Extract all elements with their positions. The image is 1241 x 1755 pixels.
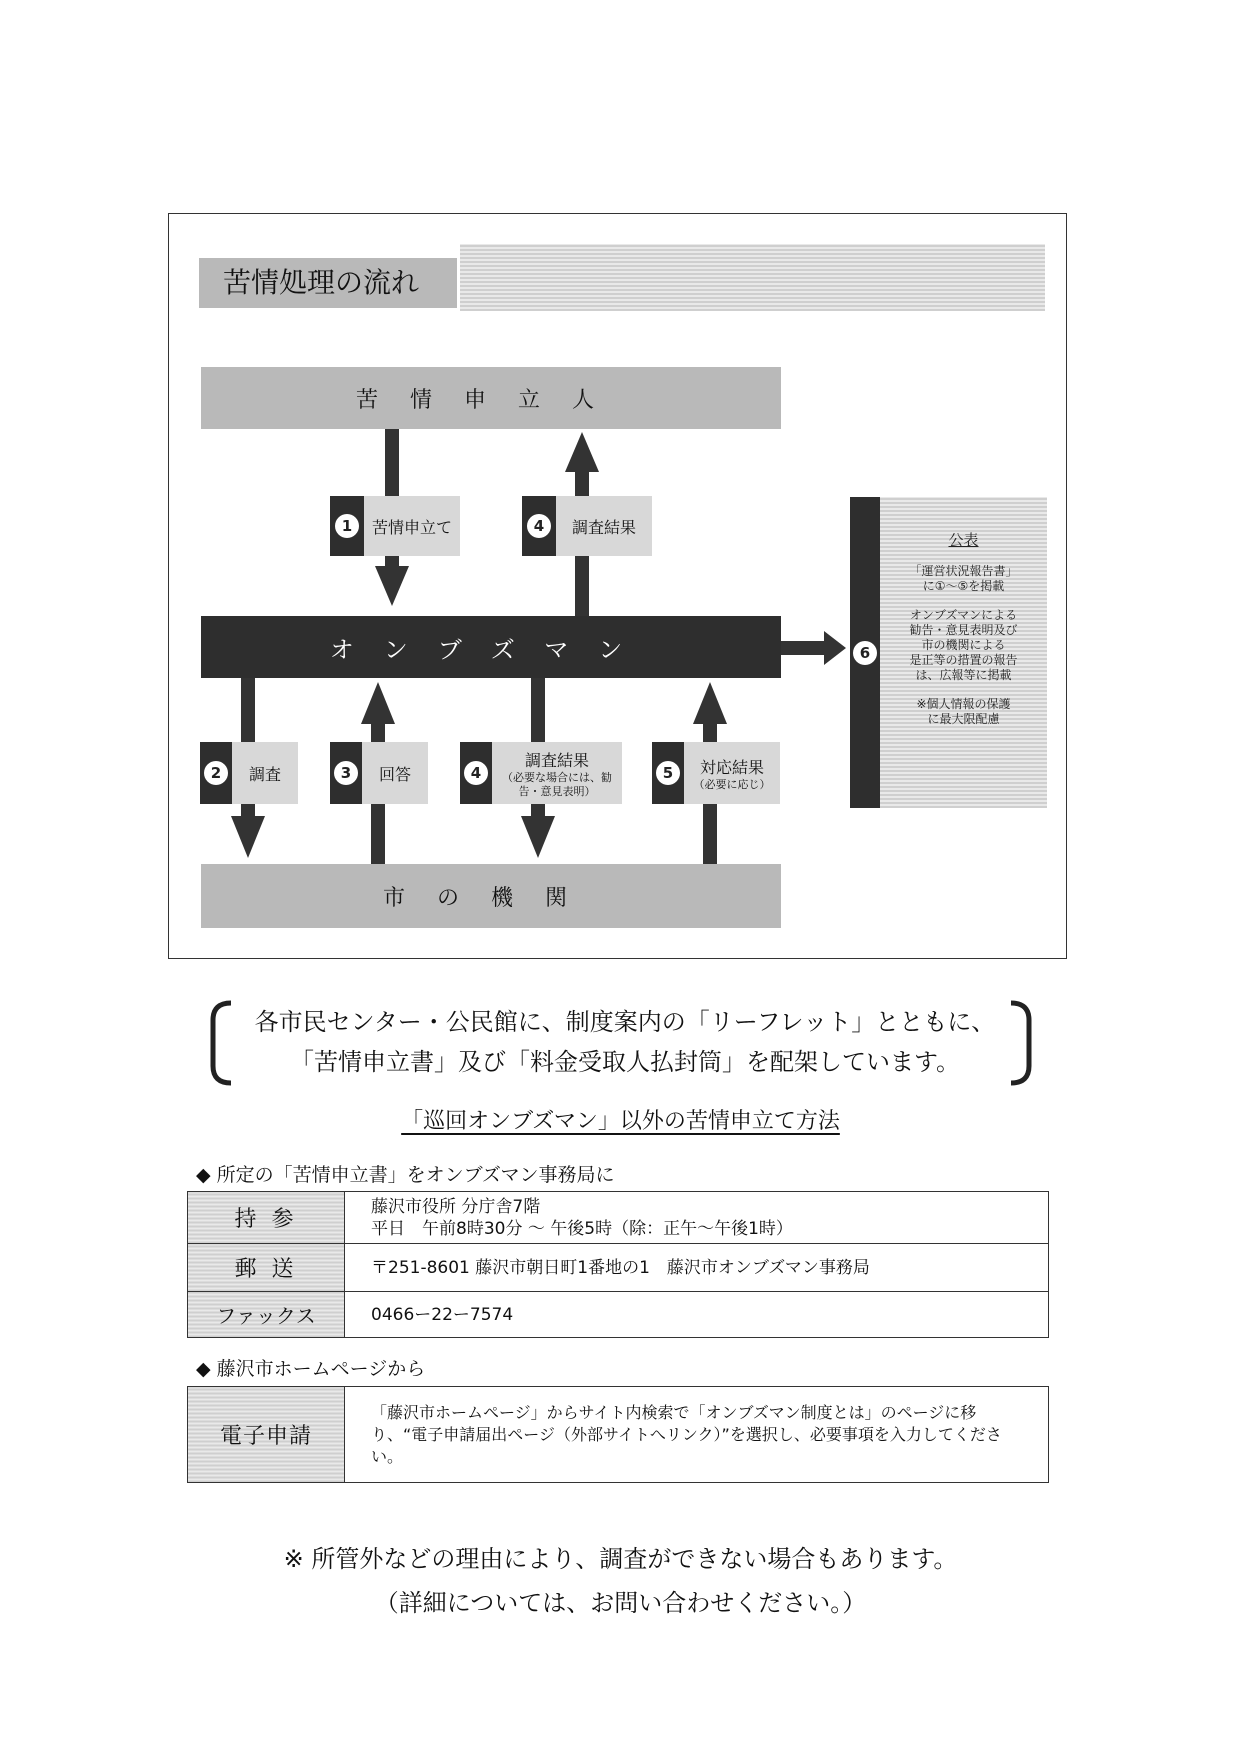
table-row [188,1192,1049,1244]
left-bracket-icon [205,1000,237,1086]
table-row [188,1244,1049,1292]
footer-note [0,1537,1241,1625]
step-5-title: 対応結果 [699,757,764,777]
notice-line-2: 「苦情申立書」及び「料金受取人払封筒」を配架しています。 [289,1048,961,1076]
row-value-mail: 〒251-8601 藤沢市朝日町1番地の1 藤沢市オンブズマン事務局 [345,1244,1049,1292]
arrow-4b-head [521,816,555,858]
step-6-number: 6 [853,641,877,665]
method-sub2-text: 藤沢市ホームページから [216,1358,426,1380]
publication-line: は、広報等に掲載 [915,668,1012,682]
step-4b-badge [460,742,492,804]
row-value-line: 藤沢市役所 分庁舎7階 [371,1196,541,1217]
step-2-label: 調査 [232,742,298,804]
publication-box [880,497,1047,808]
footer-line-2: （詳細については、お問い合わせください。） [374,1589,867,1617]
arrow-2-head [231,816,265,858]
publication-line: オンブズマンによる [909,608,1018,622]
complainant-bar: 苦情申立人 [201,367,781,429]
step-1-badge [330,496,364,556]
city-agency-bar: 市の機関 [201,864,781,928]
arrow-1-head [375,566,409,606]
methods-title: 「巡回オンブズマン」以外の苦情申立て方法 [401,1109,840,1134]
table-row [188,1387,1049,1483]
publication-title: 公表 [948,531,979,549]
step-2-badge [200,742,232,804]
step-3-label: 回答 [362,742,428,804]
publication-line: に最大限配慮 [927,712,1000,726]
step-6-badge [850,497,880,808]
footer-line-1: ※ 所管外などの理由により、調査ができない場合もあります。 [283,1545,958,1573]
method-sub1-text: 所定の「苦情申立書」をオンブズマン事務局に [216,1164,615,1186]
row-label-fax: ファックス [188,1292,345,1338]
notice-line-1: 各市民センター・公民館に、制度案内の「リーフレット」とともに、 [254,1008,996,1036]
row-label-mail: 郵 送 [188,1244,345,1292]
row-value-bring [345,1192,1049,1244]
publication-line: 市の機関による [921,638,1006,652]
step-1-number: 1 [335,514,359,538]
step-1-label: 苦情申立て [364,496,460,556]
step-5-number: 5 [656,761,680,785]
arrow-5-head [693,682,727,724]
online-label: 電子申請 [188,1387,345,1483]
step-4-badge [522,496,556,556]
online-table [187,1386,1049,1483]
row-value-fax: 0466ー22ー7574 [345,1292,1049,1338]
diagram-title: 苦情処理の流れ [199,258,457,308]
ombudsman-bar: オンブズマン [201,616,781,678]
step-4b-title: 調査結果 [524,750,589,770]
publication-line: 勧告・意見表明及び [909,623,1018,637]
arrow-6-right [781,641,826,655]
step-2-number: 2 [204,761,228,785]
row-label-bring: 持 参 [188,1192,345,1244]
arrow-4-head [565,432,599,472]
step-3-number: 3 [334,761,358,785]
row-value-line: 平日 午前8時30分 ～ 午後5時（除：正午～午後1時） [371,1218,793,1239]
publication-line: ※個人情報の保護 [916,697,1011,711]
method-sub2 [196,1354,425,1381]
step-4b-label [492,742,622,804]
diamond-icon: ◆ [196,1358,211,1380]
arrow-3-head [361,682,395,724]
step-4-label: 調査結果 [556,496,652,556]
step-4b-number: 4 [464,761,488,785]
publication-line: に①～⑤を掲載 [922,579,1005,593]
method-sub1 [196,1160,615,1187]
diamond-icon: ◆ [196,1164,211,1186]
step-3-badge [330,742,362,804]
methods-table [187,1191,1049,1338]
arrow-6-head [824,631,846,665]
notice-text [240,1002,1010,1082]
step-4-number: 4 [527,514,551,538]
publication-line: 「運営状況報告書」 [909,564,1018,578]
publication-line: 是正等の措置の報告 [909,653,1018,667]
step-4b-note: （必要な場合には、勧告・意見表明） [502,770,612,798]
online-description: 「藤沢市ホームページ」からサイト内検索で「オンブズマン制度とは」のページに移り、“電子申請届出ページ（外部サイトへリンク）”を選択し、必要事項を入力してください。 [345,1387,1049,1483]
step-5-label [684,742,780,804]
table-row [188,1292,1049,1338]
step-5-badge [652,742,684,804]
step-5-note: （必要に応じ） [693,777,771,791]
